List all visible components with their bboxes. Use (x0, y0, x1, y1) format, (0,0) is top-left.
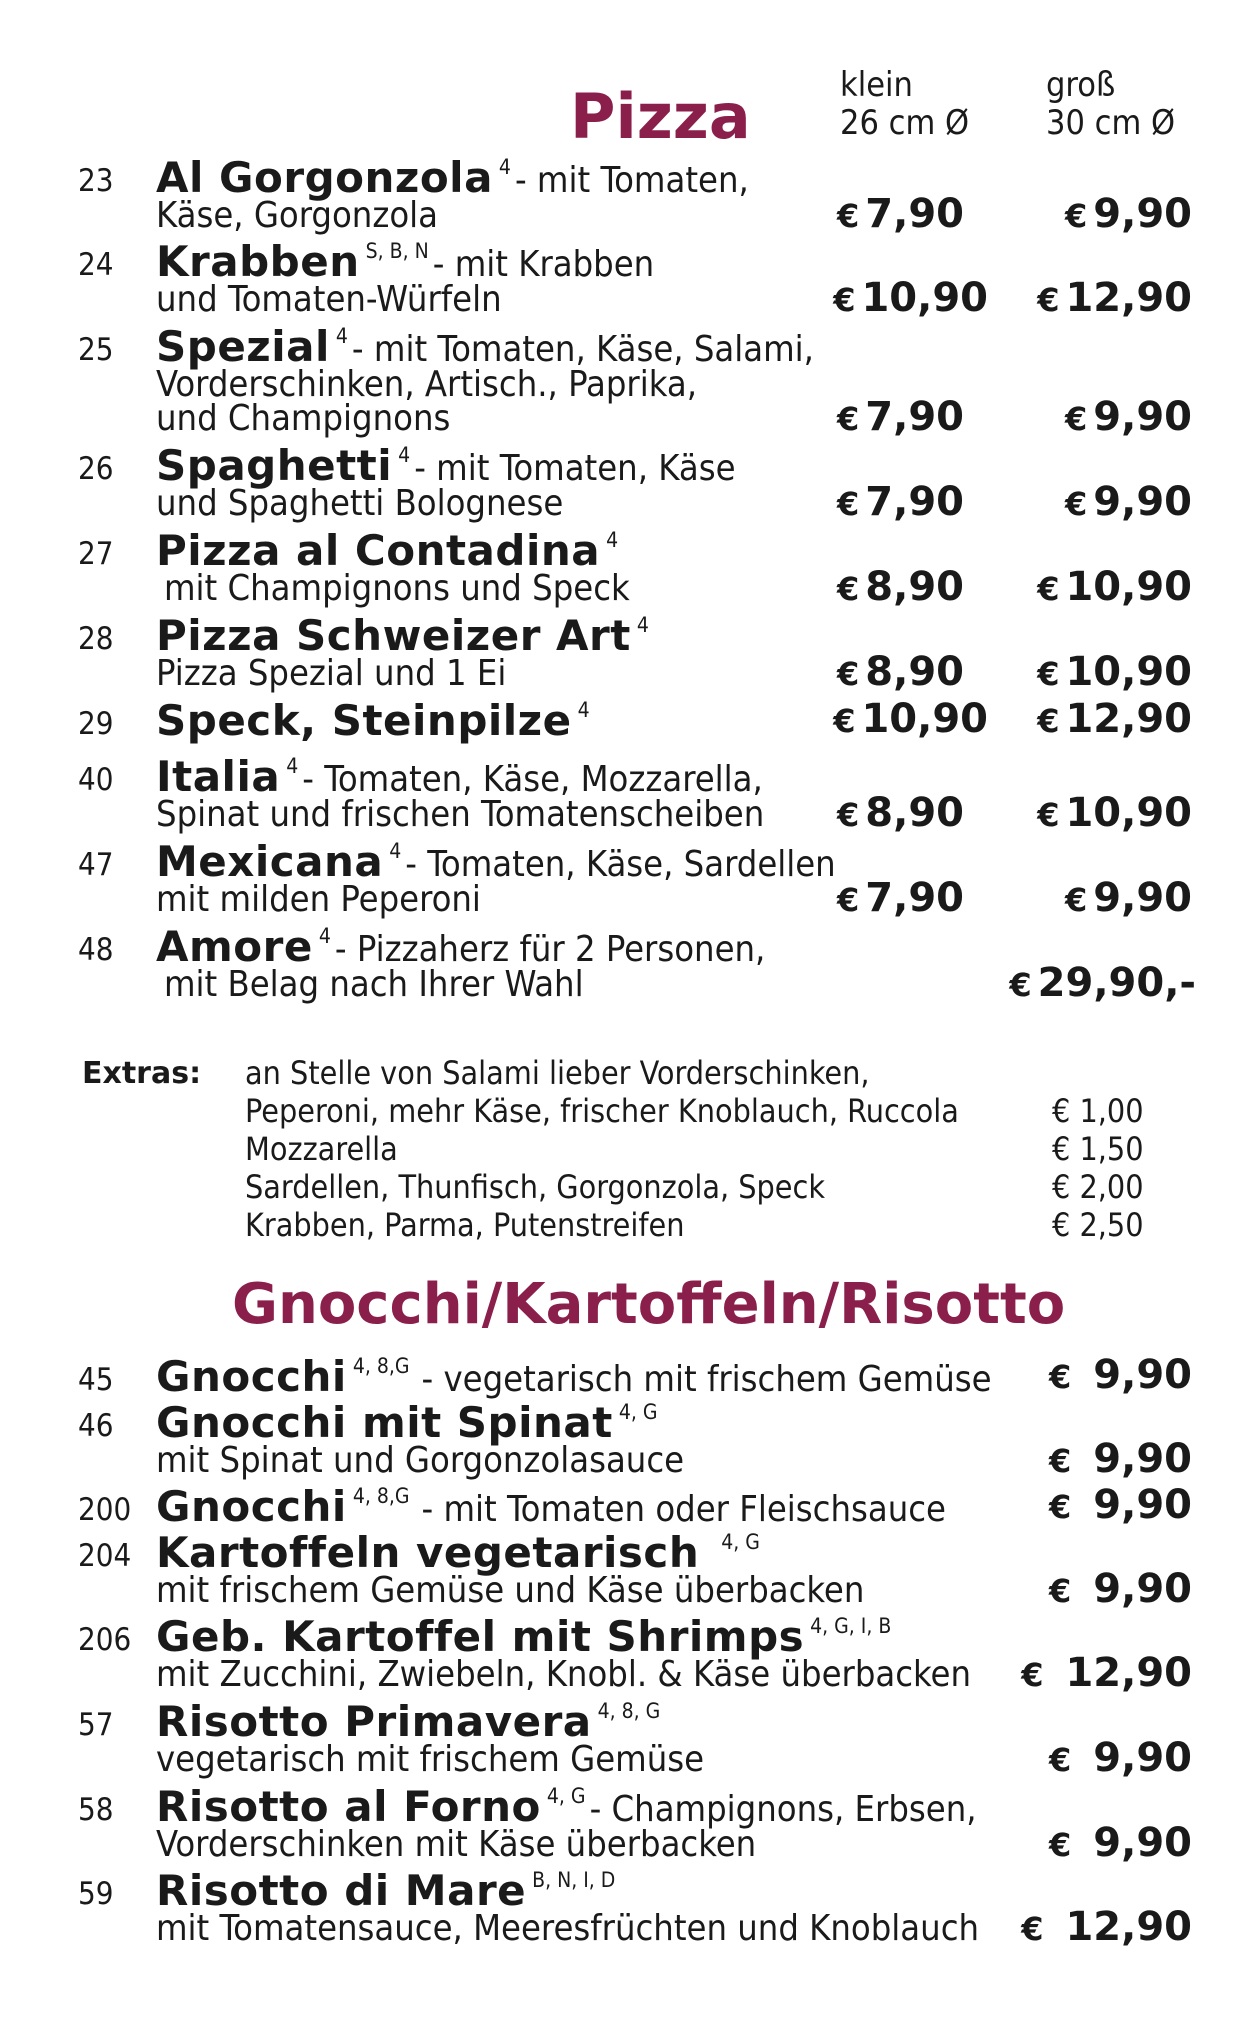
item-name: Spezial (156, 322, 330, 371)
item-name: Pizza al Contadina (156, 526, 601, 575)
price-small: € 7,90 (837, 479, 964, 525)
item-description: - Tomaten, Käse, Sardellen (405, 844, 836, 885)
item-description: - mit Tomaten oder Fleischsauce (421, 1489, 946, 1530)
item-description: und Spaghetti Bolognese (156, 483, 564, 524)
item-name: Risotto Primavera (156, 1697, 592, 1746)
item-description: Käse, Gorgonzola (156, 195, 438, 236)
item-name: Kartoffeln vegetarisch (156, 1528, 700, 1577)
item-description: - Champignons, Erbsen, (589, 1789, 977, 1830)
item-allergens: 4 (636, 613, 649, 637)
size-large-dimension: 30 cm Ø (1046, 103, 1176, 143)
item-allergens: 4 (498, 155, 511, 179)
extras-row-text: Mozzarella (245, 1130, 398, 1168)
item-name: Italia (156, 752, 281, 801)
item-number: 25 (78, 332, 114, 368)
item-number: 47 (78, 847, 114, 883)
item-name: Pizza Schweizer Art (156, 611, 631, 660)
item-description: und Champignons (156, 398, 451, 439)
item-description: mit Zucchini, Zwiebeln, Knobl. & Käse überbacken (156, 1654, 971, 1695)
item-name: Amore (156, 922, 313, 971)
item-allergens: 4, G (618, 1400, 658, 1424)
price-large: € 10,90 (1037, 649, 1192, 695)
item-allergens: 4, 8,G (352, 1484, 410, 1508)
size-small-dimension: 26 cm Ø (840, 103, 970, 143)
price-large: € 12,90 (1037, 275, 1192, 321)
item-name: Gnocchi (156, 1482, 347, 1531)
item-allergens: S, B, N (365, 239, 429, 263)
item-number: 26 (78, 451, 114, 487)
extras-row-text: Peperoni, mehr Käse, frischer Knoblauch, Ruccola (245, 1092, 959, 1130)
item-name: Speck, Steinpilze (156, 696, 572, 745)
item-description: - mit Tomaten, (514, 160, 749, 201)
item-price: € 9,90 (1049, 1566, 1192, 1612)
price-single: € 29,90,- (1009, 960, 1196, 1006)
extras-row-text: an Stelle von Salami lieber Vorderschinken, (245, 1054, 870, 1092)
extras-row-price: € 2,50 (1052, 1206, 1144, 1244)
item-description: Vorderschinken, Artisch., Paprika, (156, 364, 697, 405)
item-description: Vorderschinken mit Käse überbacken (156, 1824, 757, 1865)
item-number: 45 (78, 1362, 114, 1398)
item-description: - Pizzaherz für 2 Personen, (334, 929, 766, 970)
price-small: € 7,90 (837, 875, 964, 921)
item-price: € 9,90 (1049, 1352, 1192, 1398)
item-number: 206 (78, 1622, 132, 1658)
item-number: 27 (78, 536, 114, 572)
item-name: Geb. Kartoffel mit Shrimps (156, 1612, 805, 1661)
item-number: 40 (78, 762, 114, 798)
item-number: 29 (78, 706, 114, 742)
item-allergens: 4 (389, 839, 402, 863)
item-allergens: 4 (318, 924, 331, 948)
item-description: - mit Tomaten, Käse, Salami, (351, 329, 814, 370)
item-number: 58 (78, 1792, 114, 1828)
item-allergens: B, N, I, D (532, 1868, 616, 1892)
extras-row-text: Krabben, Parma, Putenstreifen (245, 1206, 685, 1244)
item-number: 48 (78, 932, 114, 968)
price-small: € 10,90 (833, 275, 988, 321)
item-number: 24 (78, 247, 114, 283)
item-number: 59 (78, 1876, 114, 1912)
price-large: € 9,90 (1065, 875, 1192, 921)
item-description: Pizza Spezial und 1 Ei (156, 653, 507, 694)
item-allergens: 4, G (546, 1784, 586, 1808)
price-small: € 8,90 (837, 564, 964, 610)
item-allergens: 4, 8, G (597, 1699, 661, 1723)
item-number: 23 (78, 163, 114, 199)
item-description: vegetarisch mit frischem Gemüse (156, 1739, 705, 1780)
item-price: € 9,90 (1049, 1482, 1192, 1528)
item-allergens: 4 (335, 324, 348, 348)
price-large: € 10,90 (1037, 564, 1192, 610)
item-description: mit Spinat und Gorgonzolasauce (156, 1440, 685, 1481)
price-small: € 7,90 (837, 191, 964, 237)
item-description: mit Belag nach Ihrer Wahl (164, 964, 584, 1005)
item-number: 28 (78, 621, 114, 657)
extras-row-price: € 1,00 (1052, 1092, 1144, 1130)
item-number: 200 (78, 1492, 132, 1528)
price-large: € 9,90 (1065, 191, 1192, 237)
item-name: Risotto al Forno (156, 1782, 541, 1831)
price-small: € 8,90 (837, 790, 964, 836)
item-description: mit Tomatensauce, Meeresfrüchten und Knoblauch (156, 1908, 980, 1949)
price-small: € 8,90 (837, 649, 964, 695)
item-description: - Tomaten, Käse, Mozzarella, (302, 759, 763, 800)
item-description: Spinat und frischen Tomatenscheiben (156, 794, 765, 835)
price-large: € 9,90 (1065, 394, 1192, 440)
item-price: € 12,90 (1021, 1650, 1192, 1696)
extras-row-text: Sardellen, Thunfisch, Gorgonzola, Speck (245, 1168, 826, 1206)
item-allergens: 4, 8,G (352, 1354, 410, 1378)
item-allergens: 4, G (721, 1530, 760, 1554)
gnocchi-section-title: Gnocchi/Kartoffeln/Risotto (232, 1272, 1066, 1337)
item-name: Gnocchi (156, 1352, 347, 1401)
price-large: € 10,90 (1037, 790, 1192, 836)
extras-label: Extras: (82, 1056, 202, 1091)
item-description: mit Champignons und Speck (164, 568, 630, 609)
item-name: Krabben (156, 237, 360, 286)
item-allergens: 4 (606, 528, 619, 552)
size-large-label: groß (1046, 65, 1116, 105)
price-large: € 12,90 (1037, 696, 1192, 742)
item-description: - mit Tomaten, Käse (414, 448, 736, 489)
item-description: mit frischem Gemüse und Käse überbacken (156, 1570, 865, 1611)
item-description: mit milden Peperoni (156, 879, 481, 920)
item-price: € 9,90 (1049, 1436, 1192, 1482)
item-description: - mit Krabben (432, 244, 655, 285)
extras-row-price: € 1,50 (1052, 1130, 1144, 1168)
item-number: 204 (78, 1538, 132, 1574)
price-large: € 9,90 (1065, 479, 1192, 525)
pizza-section-title: Pizza (570, 80, 751, 153)
item-name: Spaghetti (156, 441, 393, 490)
item-name: Risotto di Mare (156, 1866, 527, 1915)
item-number: 57 (78, 1707, 114, 1743)
item-name: Mexicana (156, 837, 384, 886)
price-small: € 7,90 (837, 394, 964, 440)
item-price: € 9,90 (1049, 1820, 1192, 1866)
item-number: 46 (78, 1408, 114, 1444)
item-allergens: 4 (286, 754, 299, 778)
item-name: Al Gorgonzola (156, 153, 493, 202)
size-small-label: klein (840, 65, 913, 105)
item-description: - vegetarisch mit frischem Gemüse (421, 1359, 992, 1400)
price-small: € 10,90 (833, 696, 988, 742)
item-allergens: 4 (577, 698, 590, 722)
item-price: € 9,90 (1049, 1735, 1192, 1781)
item-name: Gnocchi mit Spinat (156, 1398, 613, 1447)
item-allergens: 4, G, I, B (810, 1614, 892, 1638)
extras-row-price: € 2,00 (1052, 1168, 1144, 1206)
item-allergens: 4 (398, 443, 411, 467)
item-price: € 12,90 (1021, 1904, 1192, 1950)
item-description: und Tomaten-Würfeln (156, 279, 502, 320)
